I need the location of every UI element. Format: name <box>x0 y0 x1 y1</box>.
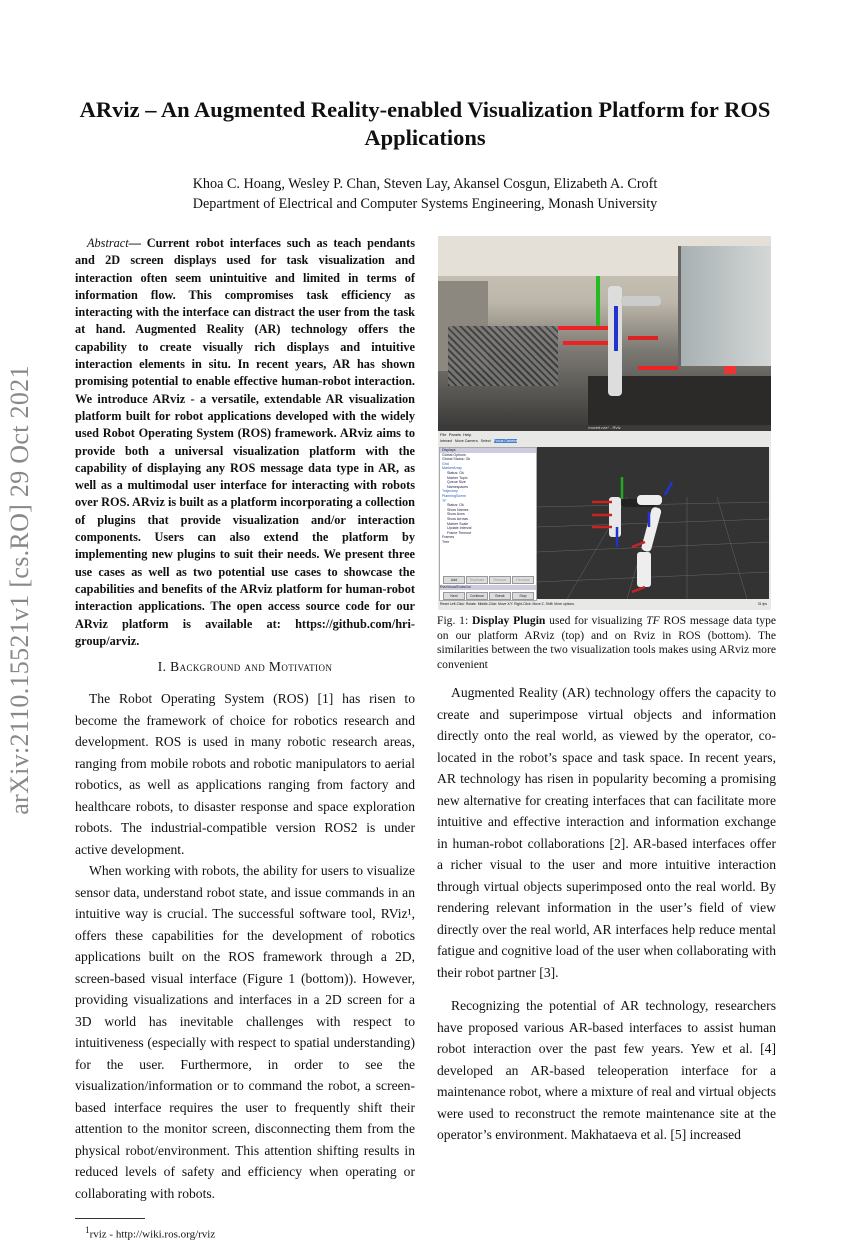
left-column <box>75 235 415 1242</box>
author-block <box>60 175 790 214</box>
tool-move-camera[interactable]: Move Camera <box>455 439 478 443</box>
affiliation: Department of Electrical and Computer Systems Engineering, Monash University <box>192 195 658 212</box>
figure-1 <box>438 236 771 610</box>
tree-item[interactable]: PlanningScene <box>442 493 467 498</box>
tree-item[interactable]: Status: Ok <box>447 470 464 475</box>
displays-panel <box>439 447 537 601</box>
footnote-text: rviz - http://wiki.ros.org/rviz <box>89 1228 216 1241</box>
footnote-divider <box>75 1218 145 1219</box>
tree-item[interactable]: Marker Topic <box>447 475 468 480</box>
tree-item[interactable]: Global Options <box>442 452 466 457</box>
stop-button[interactable]: Stop <box>512 592 534 600</box>
displays-title: Displays <box>440 448 536 453</box>
continue-button[interactable]: Continue <box>466 592 488 600</box>
tree-item[interactable]: Global Status: Ok <box>442 457 471 462</box>
arxiv-stamp: arXiv:2110.15521v1 [cs.RO] 29 Oct 2021 <box>5 365 34 815</box>
tree-item[interactable]: Tree <box>442 539 450 544</box>
tree-item[interactable]: Frames <box>442 535 455 540</box>
rename-button[interactable]: Rename <box>512 576 534 584</box>
break-button[interactable]: Break <box>489 592 511 600</box>
abstract-label: Abstract <box>87 236 129 250</box>
abstract-text: — Current robot interfaces such as teach pendants and 2D screen displays used for task visualization and interaction often seem unintuitive and limited in terms of information flow. This compromises task efficiency as interacting with the interface can distract the user from the task at hand. Augmented Reality (AR) technology offers the capability to create visually rich displays and intuitive interaction elements in situ. In recent years, AR has shown promising potential to enable effective human-robot interaction. We introduce ARviz - a versatile, extendable AR visualization platform built for robot applications developed with the widely used Robot Operating System (ROS) framework. ARviz aims to provide both a universal visualization platform with the capability of displaying any ROS message data type in AR, as well as a multimodal user interface for interacting with robots over ROS. ARviz is built as a platform incorporating a collection of plugins that provide visualization and/or interaction components. Users can also extend the platform by implementing new plugins to suit their needs. We present three use cases as well as two potential use cases to showcase the capabilities and benefits of the ARviz platform for human-robot interaction applications. The open access source code for our ARviz platform is available at: https://github.com/hri-group/arviz. <box>75 236 415 648</box>
tree-item[interactable]: Frame Timeout <box>447 530 472 535</box>
paragraph: Augmented Reality (AR) technology offers the capacity to create and superimpose virtual objects and information directly onto the real world, as viewed by the operator, co-located in the robot’s space and task space. In recent years, AR technology has risen in popularity becoming a promising new alternative for creating interfaces that can facilitate more intuitive and effective interaction and information exchange in human-robot collaborations [2]. AR-based interfaces offer a richer visual to the user and more intuitive interaction through virtual objects superimposed onto the real world. By rendering relevant information in the user’s field of view directly over the real world, AR interfaces help reduce mental fatigue and cognitive load of the user when collaborating with their robot partner [3]. <box>437 685 776 980</box>
tree-item[interactable]: Marker Scale <box>447 521 469 526</box>
figure-caption <box>437 614 776 672</box>
tree-item[interactable]: Show Arrows <box>447 516 468 521</box>
paragraph: Recognizing the potential of AR technology, researchers have proposed various AR-based interfaces to assist human robot interaction over the past few years. Yew et al. [4] developed an AR-based teleoperation interface for a maintenance robot, where a mixture of real and virtual objects were used to reconstruct the remote maintenance site at the operator’s environment. Makhataeva et al. [5] increased <box>437 998 776 1143</box>
tree-item[interactable]: Update Interval <box>447 526 472 531</box>
tree-item[interactable]: TF <box>442 498 447 503</box>
ar-photo <box>438 236 771 425</box>
paragraph: When working with robots, the ability for users to visualize sensor data, understand robot state, and issue commands in an intuitive way is crucial. The successful software tool, RViz¹, offers these capabilities for the development of robotics applications built on the ROS framework through a 2D, screen-based visual interface (Figure 1 (bottom)). However, providing visualizations and interfaces in a 2D screen for a 3D world has inevitable challenges with respect to intuitiveness (especially with respect to spatial understanding) for the user. Furthermore, in order to see the visualization/information or to command the robot, a screen-based interface requires the user to frequently shift their attention to the monitor screen, disconnecting them from the physical robot/environment. This attention shifting results in reduced levels of safety and efficiency when operating or collaborating with robots. <box>75 863 415 1201</box>
rviz-window <box>438 425 771 610</box>
next-button[interactable]: Next <box>443 592 465 600</box>
footnote <box>85 1223 415 1242</box>
add-button[interactable]: Add <box>443 576 465 584</box>
tool-interact[interactable]: Interact <box>440 439 452 443</box>
section-heading <box>75 658 415 676</box>
tree-item[interactable]: Namespaces <box>447 484 468 489</box>
tree-item[interactable]: Queue Size <box>447 480 466 485</box>
abstract <box>75 235 415 650</box>
paragraph: The Robot Operating System (ROS) [1] has risen to become the framework of choice for robotics research and development. ROS is used in many robotic research areas, ranging from mobile robots and robotic manipulators to aerial robotics, as well as applications ranging from factory and healthcare robots, to disaster response and space exploration robots. The industrial-compatible version ROS2 is under active development. <box>75 691 415 857</box>
rviz-title-bar: moveit.rviz* - RViz <box>438 425 771 431</box>
displays-tree <box>440 453 536 545</box>
tree-item[interactable]: Status: Ok <box>447 503 464 508</box>
fps-readout: 31 fps <box>757 602 767 606</box>
paper-title: ARviz – An Augmented Reality-enabled Visualization Platform for ROS Applications <box>79 97 771 150</box>
caption-prefix: Fig. 1: <box>437 614 472 627</box>
tree-item[interactable]: Grid <box>442 461 449 466</box>
caption-text: ROS message data type on our platform ARviz (top) and on Rviz in ROS (bottom). The similarities between the two visualization tools makes using ARviz more convenient <box>437 614 777 671</box>
caption-italic: TF <box>646 614 660 627</box>
caption-text: used for visualizing <box>545 614 647 627</box>
rviz-menu <box>440 432 471 437</box>
3d-view[interactable] <box>537 447 769 599</box>
menu-file[interactable]: File <box>440 432 447 437</box>
menu-panels[interactable]: Panels <box>448 432 461 437</box>
footnote-mark: 1 <box>85 1225 90 1236</box>
tree-item[interactable]: Show Axes <box>447 512 465 517</box>
remove-button[interactable]: Remove <box>489 576 511 584</box>
tool-select[interactable]: Select <box>480 439 491 443</box>
duplicate-button[interactable]: Duplicate <box>466 576 488 584</box>
caption-bold: Display Plugin <box>471 614 546 627</box>
tool-focus-camera[interactable]: Focus Camera <box>493 439 518 443</box>
tool-panel-title: RvizVisualToolsGui <box>440 585 536 590</box>
menu-help[interactable]: Help <box>463 432 472 437</box>
tree-item[interactable]: Show Names <box>447 507 469 512</box>
tree-item[interactable]: Trajectory <box>442 489 458 494</box>
grid-and-robot <box>537 447 769 599</box>
tree-item[interactable]: MarkerArray <box>442 466 462 471</box>
right-column <box>437 236 776 1146</box>
rviz-toolbar <box>440 439 517 444</box>
section-heading-text: I. Background and Motivation <box>157 659 333 675</box>
authors: Khoa C. Hoang, Wesley P. Chan, Steven Lay, Akansel Cosgun, Elizabeth A. Croft <box>192 176 658 192</box>
status-bar: Reset Left-Click: Rotate. Middle-Click: Move X/Y. Right-Click: Move Z. Shift: More options. <box>440 602 575 606</box>
